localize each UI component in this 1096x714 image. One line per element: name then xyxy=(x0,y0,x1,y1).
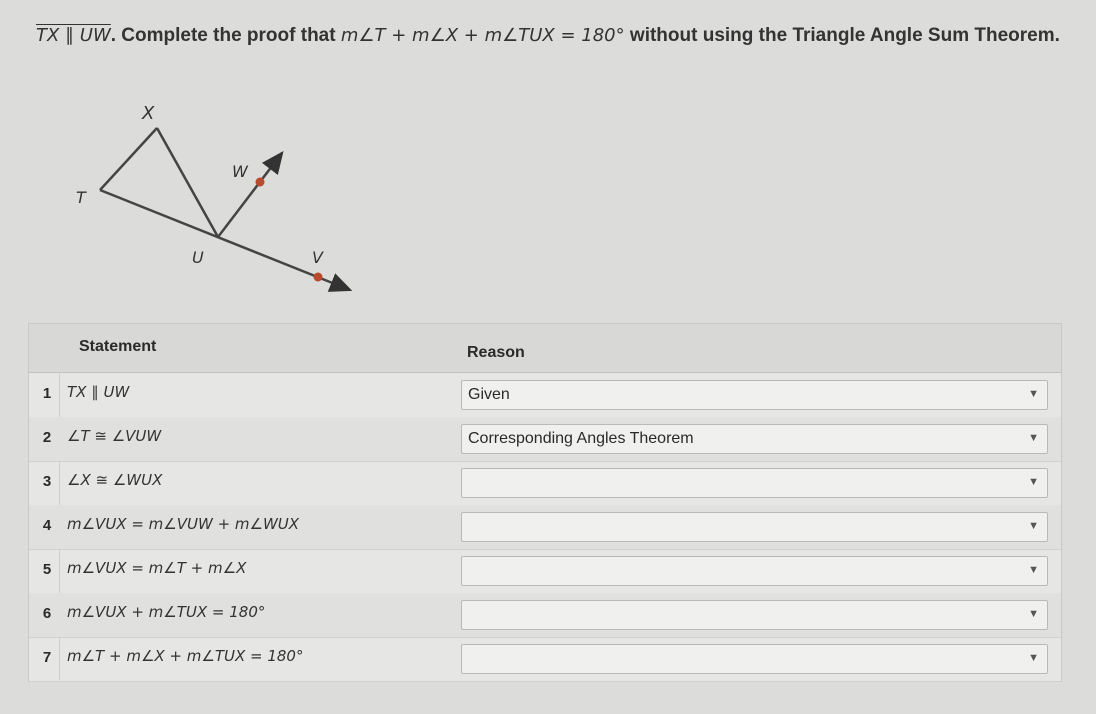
table-row xyxy=(29,593,1061,638)
reason-value: Corresponding Angles Theorem xyxy=(468,430,694,447)
given-statement: TX ∥ UW xyxy=(36,25,111,46)
chevron-down-icon: ▼ xyxy=(1028,564,1039,576)
label-v: V xyxy=(312,248,323,267)
problem-text xyxy=(36,22,1076,50)
table-row xyxy=(29,461,1061,506)
row-statement: m∠T + m∠X + m∠TUX = 180° xyxy=(67,647,304,665)
proof-table xyxy=(28,323,1062,682)
goal-statement: m∠T + m∠X + m∠TUX = 180° xyxy=(340,25,625,46)
reason-dropdown[interactable] xyxy=(461,556,1048,586)
ray-uv xyxy=(100,190,350,290)
row-number: 3 xyxy=(42,473,52,490)
chevron-down-icon: ▼ xyxy=(1028,476,1039,488)
problem-text-part2: without using the Triangle Angle Sum Theorem. xyxy=(624,25,1060,46)
row-number: 5 xyxy=(42,561,52,578)
row-number: 6 xyxy=(42,605,52,622)
point-v xyxy=(314,273,323,282)
ray-uw xyxy=(218,153,282,237)
reason-dropdown[interactable] xyxy=(461,468,1048,498)
chevron-down-icon: ▼ xyxy=(1028,520,1039,532)
geometry-diagram xyxy=(60,95,380,310)
row-number: 4 xyxy=(42,517,52,534)
reason-dropdown[interactable] xyxy=(461,380,1048,410)
row-number: 2 xyxy=(42,429,52,446)
reason-dropdown[interactable] xyxy=(461,512,1048,542)
row-statement: TX ∥ UW xyxy=(67,383,130,401)
label-t: T xyxy=(76,188,86,207)
chevron-down-icon: ▼ xyxy=(1028,388,1039,400)
header-reason: Reason xyxy=(467,344,525,361)
table-row xyxy=(29,373,1061,418)
chevron-down-icon: ▼ xyxy=(1028,608,1039,620)
table-row xyxy=(29,637,1061,682)
chevron-down-icon: ▼ xyxy=(1028,652,1039,664)
table-row xyxy=(29,417,1061,462)
table-header xyxy=(29,324,1061,373)
label-x: X xyxy=(142,103,155,124)
reason-value: Given xyxy=(468,386,510,403)
label-w: W xyxy=(232,162,248,181)
row-statement: ∠X ≅ ∠WUX xyxy=(67,471,163,489)
reason-dropdown[interactable] xyxy=(461,644,1048,674)
row-statement: m∠VUX = m∠VUW + m∠WUX xyxy=(67,515,300,533)
point-w xyxy=(256,178,265,187)
label-u: U xyxy=(192,248,204,267)
row-statement: m∠VUX + m∠TUX = 180° xyxy=(67,603,266,621)
chevron-down-icon: ▼ xyxy=(1028,432,1039,444)
row-statement: ∠T ≅ ∠VUW xyxy=(67,427,162,445)
problem-text-part1: . Complete the proof that xyxy=(110,25,341,46)
reason-dropdown[interactable] xyxy=(461,600,1048,630)
header-statement: Statement xyxy=(79,338,157,355)
table-row xyxy=(29,505,1061,550)
row-statement: m∠VUX = m∠T + m∠X xyxy=(67,559,247,577)
reason-dropdown[interactable] xyxy=(461,424,1048,454)
row-number: 7 xyxy=(42,649,52,666)
triangle-txu xyxy=(100,128,218,237)
table-row xyxy=(29,549,1061,594)
row-number: 1 xyxy=(42,385,52,402)
